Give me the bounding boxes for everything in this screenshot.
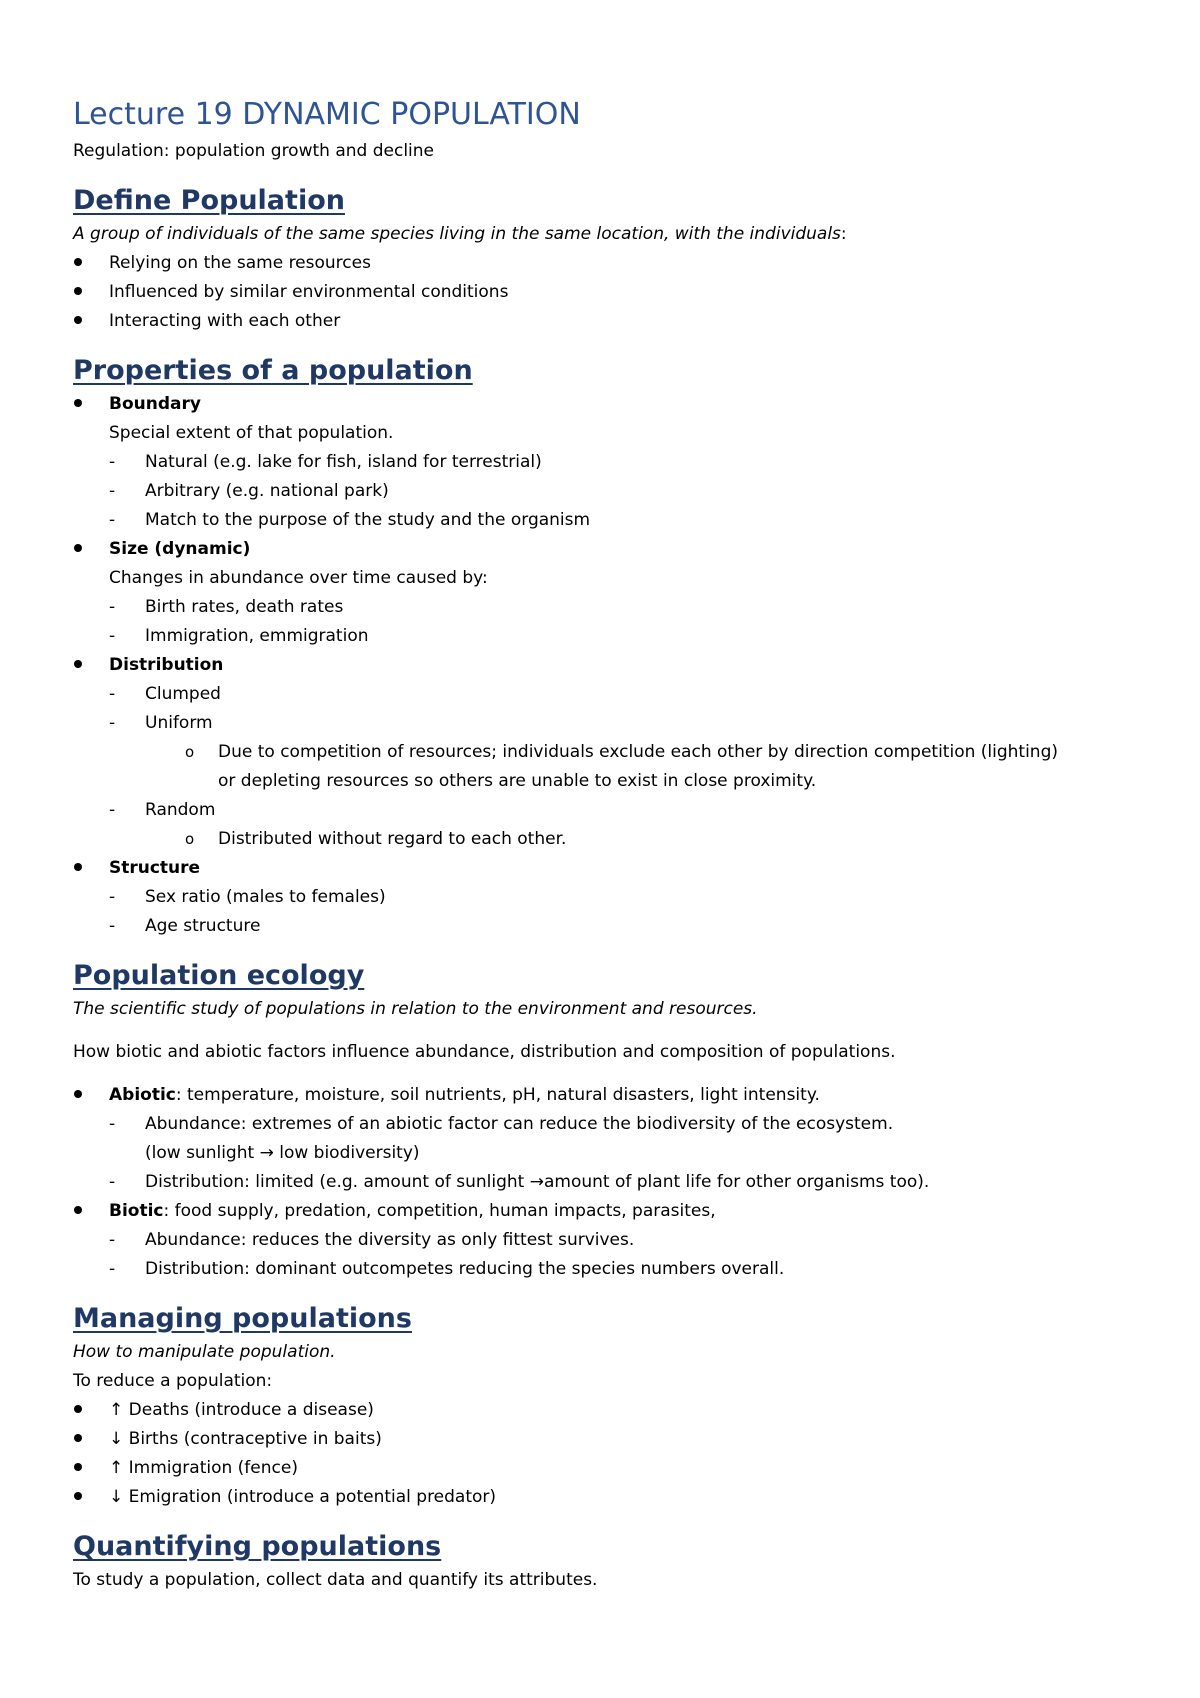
- property-structure: Structure: [73, 854, 1200, 883]
- properties-list: [73, 390, 1200, 941]
- property-size: Size (dynamic): [73, 535, 1200, 564]
- section-define-population: [73, 184, 1200, 336]
- subtitle: Regulation: population growth and decline: [73, 141, 434, 161]
- bullet-icon: [74, 258, 82, 266]
- ecology-list: [73, 1081, 1200, 1284]
- list-item: - Distribution: limited (e.g. amount of sunlight →amount of plant life for other organisms too).: [109, 1172, 930, 1192]
- property-boundary: Boundary: [73, 390, 1200, 419]
- arrow-down-icon: ↓: [109, 1487, 124, 1507]
- list-item: Interacting with each other: [73, 307, 1200, 336]
- page-title: Lecture 19 DYNAMIC POPULATION: [73, 97, 581, 132]
- abiotic-abundance-cont: (low sunlight → low biodiversity): [145, 1143, 420, 1163]
- list-item: - Immigration, emmigration: [109, 626, 369, 646]
- bullet-icon: [74, 287, 82, 295]
- arrow-down-icon: ↓: [109, 1429, 124, 1449]
- list-item: - Natural (e.g. lake for fish, island for terrestrial): [109, 452, 542, 472]
- size-desc: Changes in abundance over time caused by:: [109, 568, 488, 588]
- bullet-icon: [74, 863, 82, 871]
- heading-ecology: Population ecology: [73, 960, 365, 991]
- property-distribution: Distribution: [73, 651, 1200, 680]
- list-item: o Distributed without regard to each other.: [185, 829, 567, 849]
- bullet-icon: [74, 399, 82, 407]
- section-ecology: [73, 959, 1200, 1284]
- define-list: [73, 249, 1200, 336]
- heading-managing: Managing populations: [73, 1303, 412, 1334]
- bullet-icon: [74, 1463, 82, 1471]
- list-item: - Distribution: dominant outcompetes reducing the species numbers overall.: [109, 1259, 785, 1279]
- bullet-icon: [74, 1434, 82, 1442]
- arrow-up-icon: ↑: [109, 1400, 124, 1420]
- list-item: - Age structure: [109, 916, 261, 936]
- define-intro: A group of individuals of the same species living in the same location, with the individuals:: [73, 224, 847, 244]
- list-item: - Sex ratio (males to females): [109, 887, 386, 907]
- list-item: ↑ Immigration (fence): [73, 1454, 1200, 1483]
- list-item: - Birth rates, death rates: [109, 597, 344, 617]
- list-item: ↑ Deaths (introduce a disease): [73, 1396, 1200, 1425]
- arrow-right-icon: →: [529, 1172, 544, 1192]
- uniform-note-cont: or depleting resources so others are unable to exist in close proximity.: [218, 771, 817, 791]
- managing-lead: To reduce a population:: [73, 1371, 273, 1391]
- arrow-up-icon: ↑: [109, 1458, 124, 1478]
- section-properties: [73, 354, 1200, 941]
- list-item: - Clumped: [109, 684, 221, 704]
- list-item: - Random: [109, 800, 216, 820]
- list-item: ↓ Births (contraceptive in baits): [73, 1425, 1200, 1454]
- heading-define-population: Define Population: [73, 185, 345, 216]
- list-item: Influenced by similar environmental conditions: [73, 278, 1200, 307]
- list-item: - Abundance: extremes of an abiotic factor can reduce the biodiversity of the ecosystem.: [109, 1114, 894, 1134]
- list-item: Relying on the same resources: [73, 249, 1200, 278]
- list-item: - Uniform: [109, 713, 213, 733]
- abiotic-item: Abiotic: temperature, moisture, soil nutrients, pH, natural disasters, light intensity.: [73, 1081, 1200, 1110]
- managing-intro: How to manipulate population.: [73, 1342, 336, 1362]
- bullet-icon: [74, 1492, 82, 1500]
- ecology-paragraph: How biotic and abiotic factors influence abundance, distribution and composition of populations.: [73, 1042, 896, 1062]
- list-item: ↓ Emigration (introduce a potential predator): [73, 1483, 1200, 1512]
- heading-quantifying: Quantifying populations: [73, 1531, 442, 1562]
- list-item: - Match to the purpose of the study and the organism: [109, 510, 591, 530]
- bullet-icon: [74, 1206, 82, 1214]
- arrow-right-icon: →: [259, 1143, 274, 1163]
- section-quantifying: [73, 1530, 1200, 1595]
- list-item: - Abundance: reduces the diversity as only fittest survives.: [109, 1230, 635, 1250]
- section-managing: [73, 1302, 1200, 1512]
- managing-list: [73, 1396, 1200, 1512]
- bullet-icon: [74, 544, 82, 552]
- bullet-icon: [74, 1090, 82, 1098]
- list-item: - Arbitrary (e.g. national park): [109, 481, 389, 501]
- bullet-icon: [74, 1405, 82, 1413]
- quantifying-text: To study a population, collect data and quantify its attributes.: [73, 1570, 598, 1590]
- list-item: o Due to competition of resources; individuals exclude each other by direction competition (lighting): [185, 742, 1058, 762]
- biotic-item: Biotic: food supply, predation, competition, human impacts, parasites,: [73, 1197, 1200, 1226]
- heading-properties: Properties of a population: [73, 355, 473, 386]
- boundary-desc: Special extent of that population.: [109, 423, 394, 443]
- bullet-icon: [74, 316, 82, 324]
- ecology-intro: The scientific study of populations in relation to the environment and resources.: [73, 999, 758, 1019]
- bullet-icon: [74, 660, 82, 668]
